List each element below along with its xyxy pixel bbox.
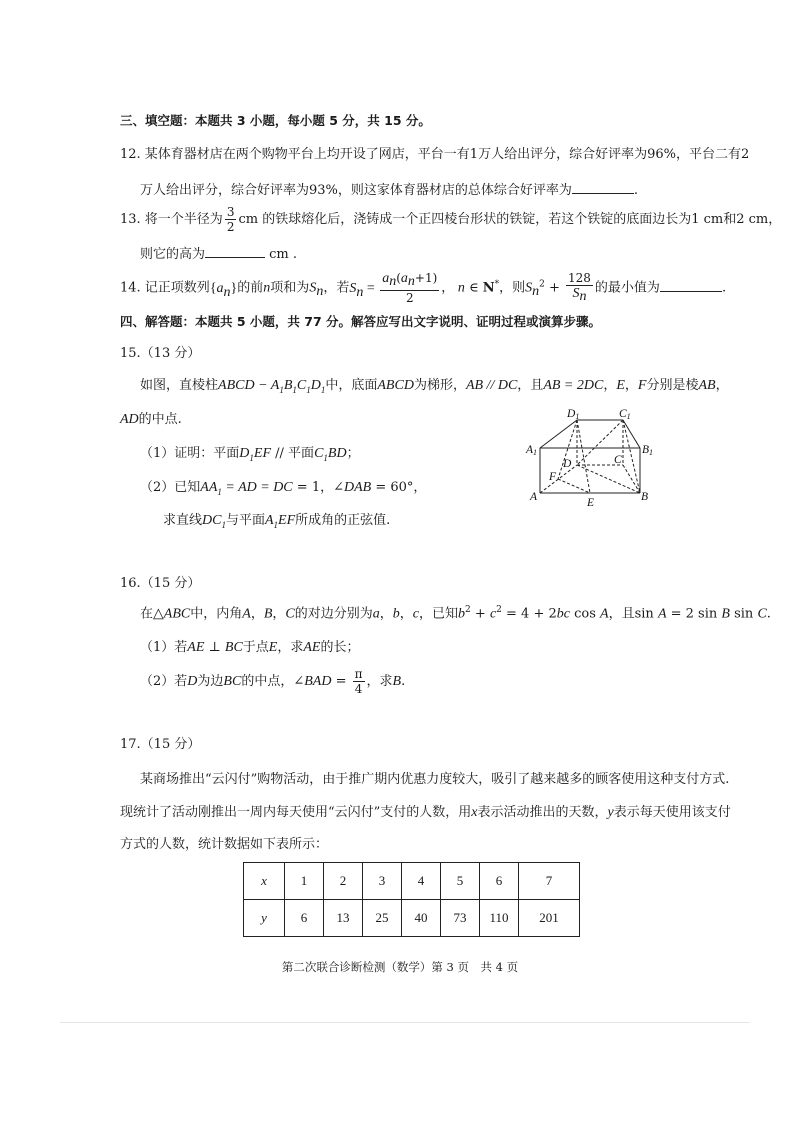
label-b: B (641, 491, 649, 503)
q16-p2-b: 为边 (197, 674, 224, 689)
q16-t1: 在 (140, 606, 154, 622)
q16-frac-den: 4 (354, 682, 363, 696)
q12-answer-blank[interactable] (572, 181, 634, 194)
q12-line-1: 12. 某体育器材店在两个购物平台上均开设了网店，平台一有1万人给出评分，综合好评率为96%，平台二有2 (120, 147, 750, 162)
line-fe (558, 479, 590, 493)
q15-line-1: 如图，直棱柱ABCD − $A_1B_1C_1D_1$中，底面ABCD为梯形，AB // DC，且AB = 2DC，E，F分别是棱AB， (140, 378, 729, 395)
q14-text-g: 的最小值为 (594, 280, 660, 296)
table-cell: 6 (480, 863, 519, 900)
q15-header: 15.（13 分） (120, 346, 201, 361)
label-e: E (587, 497, 595, 509)
table-cell: 110 (480, 900, 519, 937)
q16-line-1: 在△ABC中，内角A，B，C的对边分别为a，b，c，已知$b^2 + c^2 = 4 + 2bc$ cos A，且sin A = 2 sin B sin C. (140, 605, 771, 622)
q15-t5: ， (603, 378, 617, 393)
q14-fraction: $\frac{a_n(a_n+1)}{2}$ (382, 271, 438, 306)
q13-unit: cm . (269, 247, 298, 262)
q16-fraction (353, 667, 365, 696)
q17-t3: 表示每天使用该支付 (613, 805, 731, 820)
table-cell: 201 (519, 900, 580, 937)
table-cell: 73 (441, 900, 480, 937)
q15-p1-c: ； (346, 446, 360, 461)
table-cell: 2 (324, 863, 363, 900)
q14-formula: $S_n$ = (349, 280, 379, 300)
q15-part-1: （1）证明：平面$D_1EF$ // 平面$C_1BD$； (140, 446, 360, 463)
q12-line-2 (140, 181, 638, 199)
label-f: F (549, 471, 557, 483)
label-d: D (563, 458, 572, 470)
table-cell: 3 (363, 863, 402, 900)
q12-period: . (633, 183, 639, 198)
section-3-header: 三、填空题：本题共 3 小题，每小题 5 分，共 15 分。 (120, 113, 431, 128)
line-db (577, 465, 640, 493)
q14-line: 14. 记正项数列$\{a_n\}$的前n项和为$S_n$，若$S_n$ = $\frac{a_n(a_n+1)}{2}$ ， n ∈ N*，则$S_n^2$ + $\frac{128}{S_n}$ 的最小值为 . (120, 271, 727, 306)
q15-p2-a: （2）已知 (140, 480, 201, 495)
table-cell: 5 (441, 863, 480, 900)
q16-p2-a: （2）若 (140, 674, 188, 689)
table-cell: 25 (363, 900, 402, 937)
q13-text-c: 则它的高为 (140, 247, 206, 262)
q14-text-d: ，若 (323, 280, 350, 296)
q17-header: 17.（15 分） (120, 737, 201, 752)
q13-answer-blank[interactable] (205, 245, 265, 258)
scan-fold-line (60, 1022, 750, 1023)
table-cell: 6 (285, 900, 324, 937)
q15-line-2: AD的中点. (120, 412, 182, 427)
line-d1e (577, 420, 590, 493)
q15-p3-a: 求直线 (163, 513, 203, 528)
q16-header: 16.（15 分） (120, 576, 201, 591)
table-cell: 1 (285, 863, 324, 900)
q14-text-c: 项和为 (270, 280, 310, 296)
q16-t2: 中，内角 (190, 606, 243, 622)
q15-p1-a: （1）证明：平面 (140, 446, 240, 461)
q14-text-f: ，则 (499, 280, 526, 296)
q15-p1-b: 平面 (288, 446, 315, 461)
q17-line-1: 某商场推出“云闪付”购物活动，由于推广期内优惠力度较大，吸引了越来越多的顾客使用这种支付方式. (140, 772, 730, 787)
q16-p2-c: 的中点， (241, 674, 294, 689)
label-b1: B1 (642, 444, 654, 457)
q16-p1-d: 的长； (320, 640, 360, 655)
q16-p1-a: （1）若 (140, 640, 188, 655)
q16-t3: 的对边分别为 (294, 606, 373, 622)
q16-frac-num: π (354, 667, 363, 681)
q15-t2: 中，底面 (325, 378, 378, 393)
q14-seq: $\{a_n\}$ (209, 280, 238, 300)
q15-part-2-b: 求直线$DC_1$与平面$A_1EF$所成角的正弦值. (163, 513, 391, 530)
q13-text-b: cm 的铁球熔化后，浇铸成一个正四棱台形状的铁锭，若这个铁锭的底面边长为1 cm和2 cm， (238, 212, 782, 227)
q14-text-e: ， (441, 280, 455, 296)
q13-frac-num: 3 (226, 205, 235, 219)
q15-p3-c: 所成角的正弦值. (295, 513, 391, 528)
label-d1: D1 (567, 408, 580, 421)
label-c1: C1 (619, 408, 631, 421)
table-cell: 13 (324, 900, 363, 937)
table-cell: 40 (402, 900, 441, 937)
table-header-y: y (244, 900, 285, 937)
q13-line-1 (120, 205, 781, 234)
q15-t4: ，且 (517, 378, 544, 393)
page-footer: 第二次联合诊断检测（数学）第 3 页 共 4 页 (281, 960, 519, 974)
q15-t6: 分别是棱 (646, 378, 699, 393)
q16-t5: ，且 (608, 606, 635, 622)
q14-fraction-2: $\frac{128}{S_n}$ (568, 271, 591, 305)
q16-p2-d: ，求 (366, 674, 393, 689)
table-header-x: x (244, 863, 285, 900)
table-cell: 4 (402, 863, 441, 900)
q14-answer-blank[interactable] (660, 279, 722, 292)
line-c1b (623, 420, 640, 493)
table-row-x (244, 863, 580, 900)
section-4-header: 四、解答题：本题共 5 小题，共 77 分。解答应写出文字说明、证明过程或演算步骤。 (120, 314, 602, 329)
q13-line-2 (140, 245, 297, 263)
q14-period: . (721, 280, 727, 296)
q16-t4: ，已知 (419, 606, 459, 622)
q16-t6: . (766, 606, 771, 622)
q12-text: 万人给出评分，综合好评率为93%，则这家体育器材店的总体综合好评率为 (140, 183, 572, 198)
q13-text-a: 13. 将一个半径为 (120, 212, 223, 227)
q16-part-2: （2）若D为边BC的中点，∠BAD = $\frac{\pi}{4}$ ，求B. (140, 667, 406, 696)
q17-t1: 现统计了活动刚推出一周内每天使用“云闪付”支付的人数，用 (120, 805, 472, 820)
q16-p1-c: ，求 (277, 640, 304, 655)
q15-t1: 如图，直棱柱 (140, 378, 219, 393)
q15-p2-b: ， (320, 480, 334, 495)
q13-frac-den: 2 (226, 220, 235, 234)
q13-fraction (225, 205, 237, 234)
q16-p1-b: 于点 (242, 640, 269, 655)
q14-text-a: 14. 记正项数列 (120, 280, 210, 296)
q15-t3: 为梯形， (413, 378, 466, 393)
q17-data-table (243, 862, 580, 937)
edge-c1b1 (623, 420, 640, 448)
q15-part-2: （2）已知$AA_1$ = AD = DC = 1，∠DAB = 60°， (140, 480, 427, 497)
q16-p2-e: . (401, 674, 406, 689)
q15-t7: ， (715, 378, 729, 393)
q15-p3-b: 与平面 (225, 513, 265, 528)
q17-line-3: 方式的人数，统计数据如下表所示： (120, 837, 329, 852)
q17-t2: 表示活动推出的天数， (477, 805, 608, 820)
q15-t8: 的中点. (138, 412, 182, 427)
edge-a1d1 (540, 420, 577, 448)
edge-cb (623, 465, 640, 493)
prism-figure (525, 405, 665, 510)
table-cell: 7 (519, 863, 580, 900)
q15-prism: ABCD − $A_1B_1C_1D_1$ (218, 378, 326, 395)
label-a1: A1 (526, 444, 538, 457)
q14-text-b: 的前 (237, 280, 264, 296)
label-a: A (530, 491, 538, 503)
label-c: C (614, 454, 622, 466)
q17-line-2: 现统计了活动刚推出一周内每天使用“云闪付”支付的人数，用x表示活动推出的天数，y表示每天使用该支付 (120, 805, 731, 820)
table-row-y (244, 900, 580, 937)
line-d1f (558, 420, 577, 479)
q16-part-1: （1）若AE ⊥ BC于点E，求AE的长； (140, 640, 360, 655)
